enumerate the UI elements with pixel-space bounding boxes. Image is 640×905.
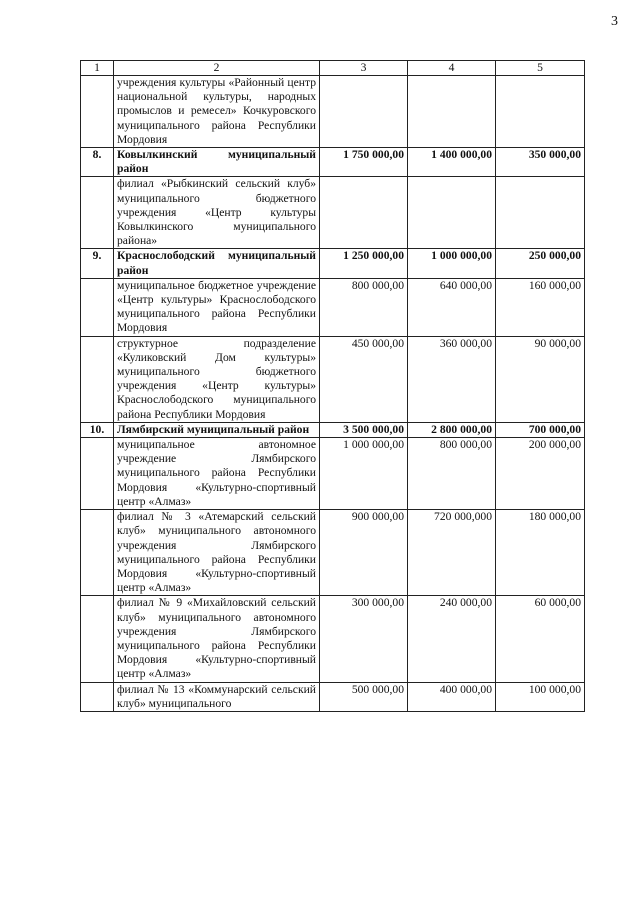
table-row [81, 76, 585, 148]
row-number [81, 682, 114, 711]
header-cell: 5 [496, 61, 585, 76]
table-row [81, 336, 585, 422]
recipient-name: структурное подразделение «Куликовский Дом культуры» муниципального бюджетного учреждения «Центр культуры» Краснослободского муниципального района Республики Мордовия [114, 336, 320, 422]
regional-amount: 160 000,00 [496, 278, 585, 336]
federal-amount [408, 76, 496, 148]
table-row [81, 510, 585, 596]
recipient-name: Ковылкинский муниципальный район [114, 148, 320, 177]
header-cell: 3 [320, 61, 408, 76]
total-amount: 800 000,00 [320, 278, 408, 336]
regional-amount: 350 000,00 [496, 148, 585, 177]
recipient-name: филиал № 3 «Атемарский сельский клуб» муниципального автономного учреждения Лямбирского муниципального района Республики Мордовия «Культурно-спортивный центр «Алмаз» [114, 510, 320, 596]
header-cell: 4 [408, 61, 496, 76]
regional-amount: 200 000,00 [496, 438, 585, 510]
recipient-name: муниципальное автономное учреждение Лямбирского муниципального района Республики Мордовия «Культурно-спортивный центр «Алмаз» [114, 438, 320, 510]
row-number [81, 510, 114, 596]
table-header-row [81, 61, 585, 76]
row-number [81, 438, 114, 510]
federal-amount: 800 000,00 [408, 438, 496, 510]
regional-amount: 90 000,00 [496, 336, 585, 422]
row-number: 9. [81, 249, 114, 278]
table-row [81, 438, 585, 510]
federal-amount: 1 000 000,00 [408, 249, 496, 278]
total-amount: 3 500 000,00 [320, 422, 408, 437]
recipient-name: учреждения культуры «Районный центр национальной культуры, народных промыслов и ремесел» Кочкуровского муниципального района Республики Мордовия [114, 76, 320, 148]
recipient-name: муниципальное бюджетное учреждение «Центр культуры» Краснослободского муниципального района Республики Мордовия [114, 278, 320, 336]
header-cell: 2 [114, 61, 320, 76]
table-row [81, 422, 585, 437]
recipient-name: Краснослободский муниципальный район [114, 249, 320, 278]
federal-amount: 720 000,000 [408, 510, 496, 596]
total-amount [320, 177, 408, 249]
row-number: 8. [81, 148, 114, 177]
total-amount: 300 000,00 [320, 596, 408, 682]
federal-amount [408, 177, 496, 249]
total-amount: 450 000,00 [320, 336, 408, 422]
regional-amount [496, 76, 585, 148]
regional-amount: 250 000,00 [496, 249, 585, 278]
total-amount: 900 000,00 [320, 510, 408, 596]
total-amount: 1 750 000,00 [320, 148, 408, 177]
recipient-name: филиал № 13 «Коммунарский сельский клуб» муниципального [114, 682, 320, 711]
table-row [81, 148, 585, 177]
recipient-name: филиал «Рыбкинский сельский клуб» муниципального бюджетного учреждения «Центр культуры Ковылкинского муниципального района» [114, 177, 320, 249]
federal-amount: 640 000,00 [408, 278, 496, 336]
federal-amount: 400 000,00 [408, 682, 496, 711]
row-number [81, 177, 114, 249]
recipient-name: Лямбирский муниципальный район [114, 422, 320, 437]
total-amount: 1 250 000,00 [320, 249, 408, 278]
table-body [81, 76, 585, 712]
table-row [81, 249, 585, 278]
funding-table [80, 60, 585, 712]
total-amount: 1 000 000,00 [320, 438, 408, 510]
federal-amount: 2 800 000,00 [408, 422, 496, 437]
row-number [81, 336, 114, 422]
regional-amount [496, 177, 585, 249]
recipient-name: филиал № 9 «Михайловский сельский клуб» муниципального автономного учреждения Лямбирского муниципального района Республики Мордовия «Культурно-спортивный центр «Алмаз» [114, 596, 320, 682]
total-amount: 500 000,00 [320, 682, 408, 711]
table-row [81, 596, 585, 682]
page-number: 3 [611, 14, 618, 29]
regional-amount: 100 000,00 [496, 682, 585, 711]
table-row [81, 177, 585, 249]
regional-amount: 180 000,00 [496, 510, 585, 596]
row-number [81, 76, 114, 148]
federal-amount: 240 000,00 [408, 596, 496, 682]
header-cell: 1 [81, 61, 114, 76]
table-row [81, 278, 585, 336]
federal-amount: 1 400 000,00 [408, 148, 496, 177]
total-amount [320, 76, 408, 148]
regional-amount: 700 000,00 [496, 422, 585, 437]
row-number [81, 278, 114, 336]
row-number [81, 596, 114, 682]
row-number: 10. [81, 422, 114, 437]
federal-amount: 360 000,00 [408, 336, 496, 422]
table-row [81, 682, 585, 711]
regional-amount: 60 000,00 [496, 596, 585, 682]
